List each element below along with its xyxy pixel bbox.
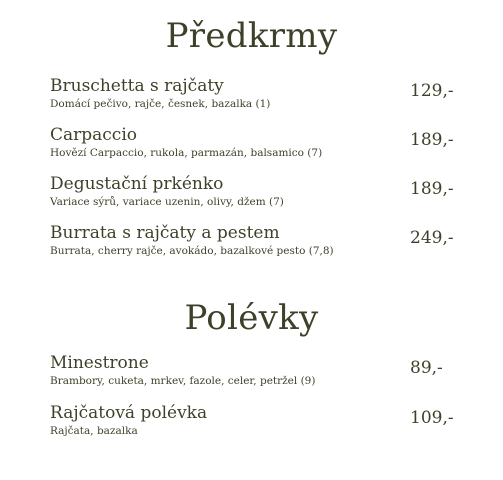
menu-item-price: 89,-	[410, 358, 443, 378]
menu-item	[50, 75, 455, 119]
menu-item-price: 189,-	[410, 130, 454, 150]
menu-item-name: Burrata s rajčaty a pestem	[50, 223, 280, 243]
menu-item-description: Domácí pečivo, rajče, česnek, bazalka (1)	[50, 98, 271, 110]
section-title-polevky: Polévky	[184, 298, 319, 338]
menu-item-description: Variace sýrů, variace uzenin, olivy, džem (7)	[50, 196, 284, 208]
menu-item-name: Bruschetta s rajčaty	[50, 76, 224, 96]
section-title-predkrmy: Předkrmy	[165, 16, 338, 56]
menu-item-description: Rajčata, bazalka	[50, 425, 138, 437]
menu-item-price: 129,-	[410, 81, 454, 101]
menu-item	[50, 124, 455, 168]
menu-item-description: Burrata, cherry rajče, avokádo, bazalkové pesto (7,8)	[50, 245, 334, 257]
menu-item	[50, 352, 455, 396]
menu-item-price: 109,-	[410, 408, 454, 428]
menu-item-description: Hovězí Carpaccio, rukola, parmazán, balsamico (7)	[50, 147, 323, 159]
menu-item-name: Degustační prkénko	[50, 174, 224, 194]
menu-item-name: Rajčatová polévka	[50, 403, 208, 423]
menu-item-name: Carpaccio	[50, 125, 138, 145]
menu-item-price: 189,-	[410, 179, 454, 199]
menu-item-price: 249,-	[410, 228, 454, 248]
menu-item	[50, 222, 455, 266]
menu-item	[50, 173, 455, 217]
menu-item	[50, 402, 455, 446]
menu-item-name: Minestrone	[50, 353, 149, 373]
menu-item-description: Brambory, cuketa, mrkev, fazole, celer, petržel (9)	[50, 375, 316, 387]
